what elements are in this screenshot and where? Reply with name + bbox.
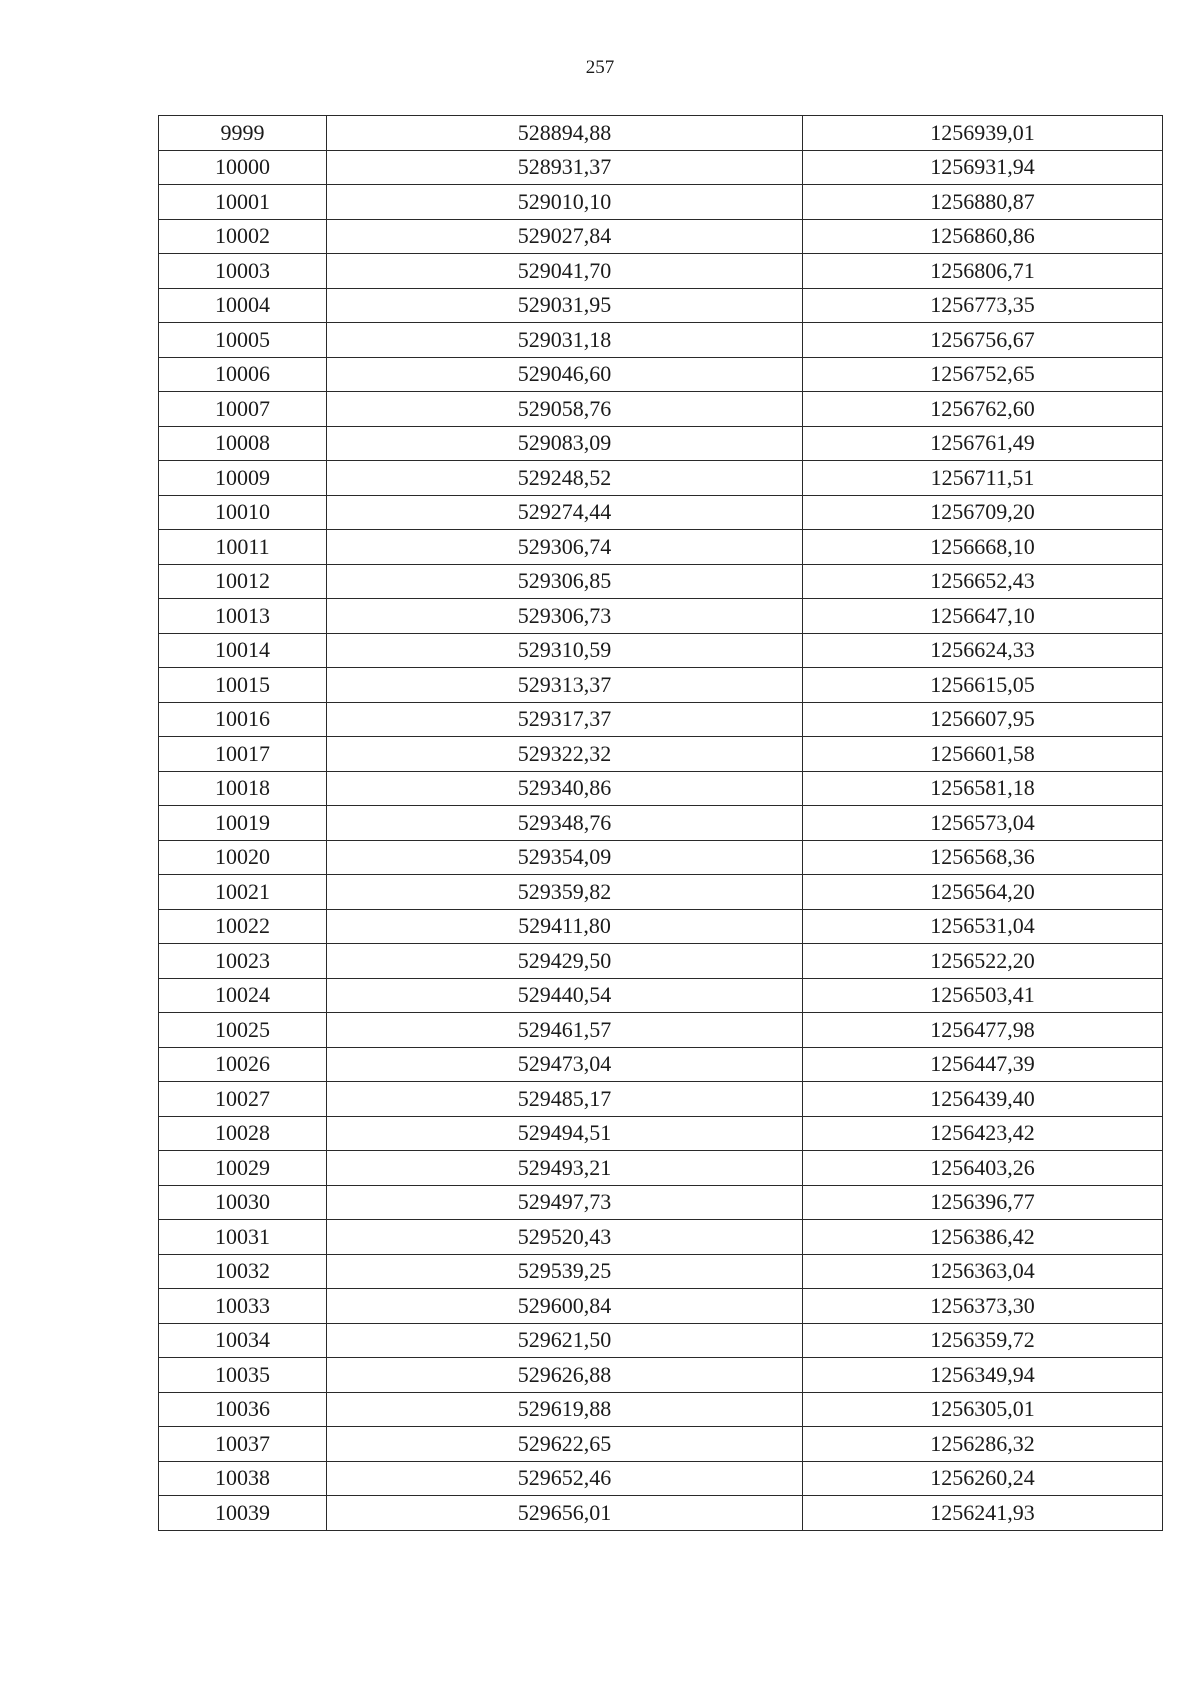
x-coordinate-cell: 529306,73 (327, 599, 803, 634)
x-coordinate-cell: 529083,09 (327, 426, 803, 461)
y-coordinate-cell: 1256573,04 (803, 806, 1163, 841)
y-coordinate-cell: 1256752,65 (803, 357, 1163, 392)
point-number-cell: 10034 (159, 1323, 327, 1358)
page-number: 257 (585, 57, 615, 78)
y-coordinate-cell: 1256522,20 (803, 944, 1163, 979)
y-coordinate-cell: 1256373,30 (803, 1289, 1163, 1324)
point-number-cell: 10014 (159, 633, 327, 668)
point-number-cell: 10019 (159, 806, 327, 841)
table-row (159, 116, 1163, 151)
point-number-cell: 10029 (159, 1151, 327, 1186)
y-coordinate-cell: 1256349,94 (803, 1358, 1163, 1393)
y-coordinate-cell: 1256711,51 (803, 461, 1163, 496)
point-number-cell: 10027 (159, 1082, 327, 1117)
x-coordinate-cell: 529622,65 (327, 1427, 803, 1462)
point-number-cell: 10002 (159, 219, 327, 254)
point-number-cell: 10032 (159, 1254, 327, 1289)
table-row (159, 1220, 1163, 1255)
table-row (159, 323, 1163, 358)
table-row (159, 633, 1163, 668)
point-number-cell: 10015 (159, 668, 327, 703)
x-coordinate-cell: 529429,50 (327, 944, 803, 979)
y-coordinate-cell: 1256477,98 (803, 1013, 1163, 1048)
x-coordinate-cell: 528894,88 (327, 116, 803, 151)
coordinates-table-body (159, 116, 1163, 1531)
y-coordinate-cell: 1256568,36 (803, 840, 1163, 875)
x-coordinate-cell: 529485,17 (327, 1082, 803, 1117)
x-coordinate-cell: 529041,70 (327, 254, 803, 289)
x-coordinate-cell: 529359,82 (327, 875, 803, 910)
x-coordinate-cell: 529058,76 (327, 392, 803, 427)
table-row (159, 978, 1163, 1013)
table-row (159, 426, 1163, 461)
x-coordinate-cell: 529310,59 (327, 633, 803, 668)
x-coordinate-cell: 529340,86 (327, 771, 803, 806)
table-row (159, 875, 1163, 910)
table-row (159, 1151, 1163, 1186)
y-coordinate-cell: 1256939,01 (803, 116, 1163, 151)
y-coordinate-cell: 1256931,94 (803, 150, 1163, 185)
point-number-cell: 10026 (159, 1047, 327, 1082)
point-number-cell: 10008 (159, 426, 327, 461)
x-coordinate-cell: 529497,73 (327, 1185, 803, 1220)
x-coordinate-cell: 529473,04 (327, 1047, 803, 1082)
y-coordinate-cell: 1256880,87 (803, 185, 1163, 220)
table-row (159, 185, 1163, 220)
point-number-cell: 10000 (159, 150, 327, 185)
point-number-cell: 10020 (159, 840, 327, 875)
point-number-cell: 10028 (159, 1116, 327, 1151)
x-coordinate-cell: 529461,57 (327, 1013, 803, 1048)
x-coordinate-cell: 529306,74 (327, 530, 803, 565)
table-row (159, 1358, 1163, 1393)
x-coordinate-cell: 529539,25 (327, 1254, 803, 1289)
x-coordinate-cell: 528931,37 (327, 150, 803, 185)
x-coordinate-cell: 529493,21 (327, 1151, 803, 1186)
table-row (159, 840, 1163, 875)
table-row (159, 1427, 1163, 1462)
x-coordinate-cell: 529494,51 (327, 1116, 803, 1151)
y-coordinate-cell: 1256241,93 (803, 1496, 1163, 1531)
y-coordinate-cell: 1256624,33 (803, 633, 1163, 668)
y-coordinate-cell: 1256359,72 (803, 1323, 1163, 1358)
x-coordinate-cell: 529348,76 (327, 806, 803, 841)
point-number-cell: 10012 (159, 564, 327, 599)
y-coordinate-cell: 1256806,71 (803, 254, 1163, 289)
point-number-cell: 10024 (159, 978, 327, 1013)
x-coordinate-cell: 529322,32 (327, 737, 803, 772)
x-coordinate-cell: 529031,18 (327, 323, 803, 358)
table-row (159, 1082, 1163, 1117)
y-coordinate-cell: 1256762,60 (803, 392, 1163, 427)
y-coordinate-cell: 1256652,43 (803, 564, 1163, 599)
y-coordinate-cell: 1256423,42 (803, 1116, 1163, 1151)
y-coordinate-cell: 1256756,67 (803, 323, 1163, 358)
y-coordinate-cell: 1256363,04 (803, 1254, 1163, 1289)
table-row (159, 219, 1163, 254)
point-number-cell: 9999 (159, 116, 327, 151)
table-row (159, 254, 1163, 289)
table-row (159, 1185, 1163, 1220)
x-coordinate-cell: 529317,37 (327, 702, 803, 737)
table-row (159, 909, 1163, 944)
table-row (159, 944, 1163, 979)
point-number-cell: 10039 (159, 1496, 327, 1531)
point-number-cell: 10021 (159, 875, 327, 910)
y-coordinate-cell: 1256531,04 (803, 909, 1163, 944)
y-coordinate-cell: 1256647,10 (803, 599, 1163, 634)
x-coordinate-cell: 529010,10 (327, 185, 803, 220)
table-row (159, 150, 1163, 185)
point-number-cell: 10003 (159, 254, 327, 289)
y-coordinate-cell: 1256761,49 (803, 426, 1163, 461)
table-row (159, 461, 1163, 496)
y-coordinate-cell: 1256709,20 (803, 495, 1163, 530)
point-number-cell: 10005 (159, 323, 327, 358)
y-coordinate-cell: 1256668,10 (803, 530, 1163, 565)
point-number-cell: 10025 (159, 1013, 327, 1048)
x-coordinate-cell: 529031,95 (327, 288, 803, 323)
x-coordinate-cell: 529652,46 (327, 1461, 803, 1496)
table-row (159, 1013, 1163, 1048)
table-row (159, 1116, 1163, 1151)
x-coordinate-cell: 529619,88 (327, 1392, 803, 1427)
y-coordinate-cell: 1256503,41 (803, 978, 1163, 1013)
x-coordinate-cell: 529354,09 (327, 840, 803, 875)
x-coordinate-cell: 529027,84 (327, 219, 803, 254)
y-coordinate-cell: 1256447,39 (803, 1047, 1163, 1082)
x-coordinate-cell: 529656,01 (327, 1496, 803, 1531)
point-number-cell: 10031 (159, 1220, 327, 1255)
point-number-cell: 10018 (159, 771, 327, 806)
y-coordinate-cell: 1256386,42 (803, 1220, 1163, 1255)
point-number-cell: 10030 (159, 1185, 327, 1220)
point-number-cell: 10004 (159, 288, 327, 323)
table-row (159, 288, 1163, 323)
point-number-cell: 10010 (159, 495, 327, 530)
point-number-cell: 10037 (159, 1427, 327, 1462)
table-row (159, 702, 1163, 737)
point-number-cell: 10001 (159, 185, 327, 220)
y-coordinate-cell: 1256305,01 (803, 1392, 1163, 1427)
point-number-cell: 10007 (159, 392, 327, 427)
table-row (159, 806, 1163, 841)
x-coordinate-cell: 529621,50 (327, 1323, 803, 1358)
table-row (159, 1254, 1163, 1289)
table-row (159, 1323, 1163, 1358)
table-row (159, 1289, 1163, 1324)
point-number-cell: 10038 (159, 1461, 327, 1496)
y-coordinate-cell: 1256860,86 (803, 219, 1163, 254)
x-coordinate-cell: 529626,88 (327, 1358, 803, 1393)
point-number-cell: 10016 (159, 702, 327, 737)
y-coordinate-cell: 1256773,35 (803, 288, 1163, 323)
point-number-cell: 10033 (159, 1289, 327, 1324)
table-row (159, 737, 1163, 772)
point-number-cell: 10036 (159, 1392, 327, 1427)
y-coordinate-cell: 1256439,40 (803, 1082, 1163, 1117)
y-coordinate-cell: 1256615,05 (803, 668, 1163, 703)
y-coordinate-cell: 1256286,32 (803, 1427, 1163, 1462)
y-coordinate-cell: 1256581,18 (803, 771, 1163, 806)
table-row (159, 771, 1163, 806)
coordinates-table (158, 115, 1163, 1531)
table-row (159, 530, 1163, 565)
y-coordinate-cell: 1256601,58 (803, 737, 1163, 772)
table-row (159, 495, 1163, 530)
table-row (159, 357, 1163, 392)
table-row (159, 1392, 1163, 1427)
table-row (159, 1461, 1163, 1496)
x-coordinate-cell: 529520,43 (327, 1220, 803, 1255)
point-number-cell: 10009 (159, 461, 327, 496)
x-coordinate-cell: 529600,84 (327, 1289, 803, 1324)
y-coordinate-cell: 1256607,95 (803, 702, 1163, 737)
x-coordinate-cell: 529440,54 (327, 978, 803, 1013)
table-row (159, 668, 1163, 703)
table-row (159, 1496, 1163, 1531)
table-row (159, 1047, 1163, 1082)
point-number-cell: 10011 (159, 530, 327, 565)
x-coordinate-cell: 529274,44 (327, 495, 803, 530)
point-number-cell: 10023 (159, 944, 327, 979)
x-coordinate-cell: 529248,52 (327, 461, 803, 496)
point-number-cell: 10035 (159, 1358, 327, 1393)
point-number-cell: 10017 (159, 737, 327, 772)
x-coordinate-cell: 529313,37 (327, 668, 803, 703)
x-coordinate-cell: 529046,60 (327, 357, 803, 392)
point-number-cell: 10013 (159, 599, 327, 634)
table-row (159, 564, 1163, 599)
y-coordinate-cell: 1256403,26 (803, 1151, 1163, 1186)
point-number-cell: 10022 (159, 909, 327, 944)
table-row (159, 392, 1163, 427)
point-number-cell: 10006 (159, 357, 327, 392)
x-coordinate-cell: 529411,80 (327, 909, 803, 944)
y-coordinate-cell: 1256396,77 (803, 1185, 1163, 1220)
y-coordinate-cell: 1256564,20 (803, 875, 1163, 910)
y-coordinate-cell: 1256260,24 (803, 1461, 1163, 1496)
x-coordinate-cell: 529306,85 (327, 564, 803, 599)
table-row (159, 599, 1163, 634)
